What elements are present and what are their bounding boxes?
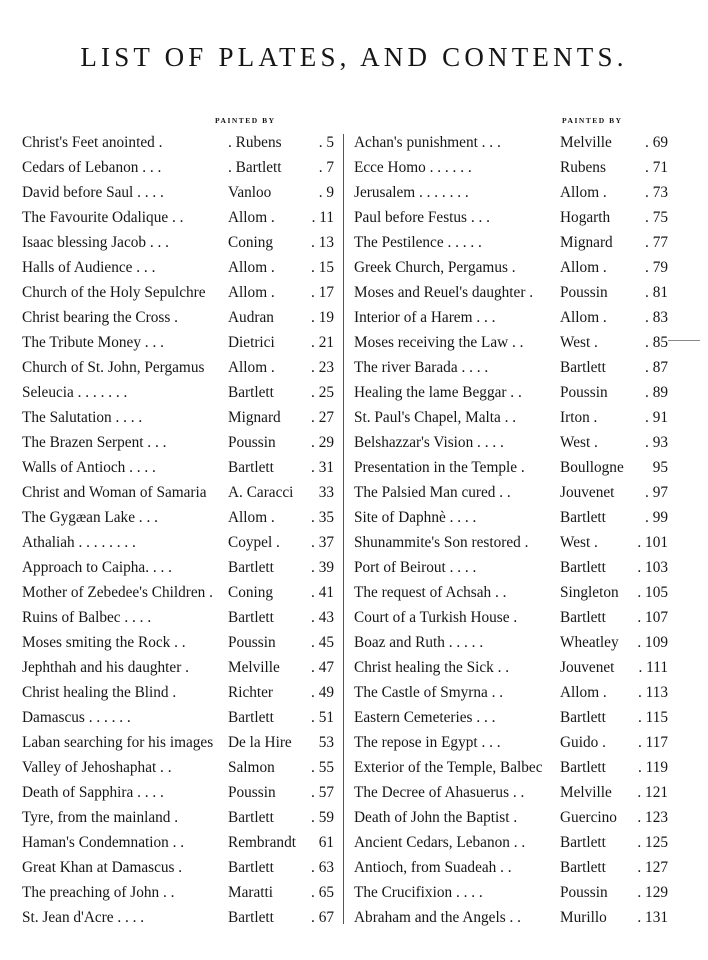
plate-artist: Allom . [228, 259, 275, 277]
plate-page-number: . 5 [318, 134, 334, 151]
plate-artist: Bartlett [560, 709, 606, 727]
plate-title: Church of the Holy Sepulchre [22, 284, 206, 302]
plate-page-number: . 83 [645, 309, 668, 327]
plate-title: Boaz and Ruth . . . . . [354, 634, 484, 652]
plate-entry [22, 855, 334, 880]
plate-entry [22, 880, 334, 905]
plate-page-number: . 29 [311, 434, 334, 452]
plate-entry [354, 730, 668, 755]
plate-page-number: . 49 [311, 684, 334, 702]
plate-entry [22, 630, 334, 655]
plate-artist: Bartlett [228, 709, 274, 727]
plate-entry [354, 280, 668, 305]
plate-page-number: 33 [318, 484, 334, 502]
plate-title: Great Khan at Damascus . [22, 859, 183, 877]
plate-artist: Hogarth [560, 209, 611, 227]
plate-entry [22, 405, 334, 430]
plate-page-number: . 65 [311, 884, 334, 902]
plate-artist: Poussin [560, 384, 608, 402]
plate-page-number: . 99 [645, 509, 668, 527]
plate-entry [354, 605, 668, 630]
plate-artist: Rembrandt [228, 834, 296, 852]
plate-page-number: . 75 [645, 209, 668, 227]
plate-entry [354, 380, 668, 405]
plate-artist: Bartlett [228, 809, 274, 827]
plate-page-number: . 93 [645, 434, 668, 452]
plate-title: Isaac blessing Jacob . . . [22, 234, 169, 252]
plate-artist: Allom . [228, 284, 275, 302]
plate-entry [22, 780, 334, 805]
plate-page-number: . 73 [645, 184, 668, 202]
plate-page-number: . 21 [311, 334, 334, 352]
plate-title: Death of John the Baptist . [354, 809, 518, 827]
plate-title: Interior of a Harem . . . [354, 309, 496, 327]
plate-artist: West . [560, 434, 598, 452]
plate-entry [22, 480, 334, 505]
plate-title: The request of Achsah . . [354, 584, 507, 602]
plate-entry [22, 130, 334, 155]
plate-title: The Castle of Smyrna . . [354, 684, 504, 702]
plate-title: Seleucia . . . . . . . [22, 384, 128, 402]
plate-artist: Bartlett [560, 509, 606, 527]
plate-artist: Mignard [560, 234, 613, 252]
page-title: LIST OF PLATES, AND CONTENTS. [80, 42, 628, 72]
plate-artist: Poussin [228, 634, 276, 652]
plate-page-number: . 15 [311, 259, 334, 277]
plate-entry [354, 580, 668, 605]
plate-entry [22, 580, 334, 605]
plate-title: Tyre, from the mainland . [22, 809, 179, 827]
plate-page-number: . 127 [637, 859, 668, 877]
plate-page-number: . 13 [311, 234, 334, 252]
plate-entry [22, 380, 334, 405]
plate-page-number: . 25 [311, 384, 334, 402]
plate-artist: Poussin [560, 284, 608, 302]
margin-mark [668, 340, 700, 341]
plate-page-number: . 123 [637, 809, 668, 827]
plate-entry [22, 155, 334, 180]
plate-entry [354, 705, 668, 730]
plate-entry [354, 455, 668, 480]
plate-title: Moses and Reuel's daughter . [354, 284, 534, 302]
plate-entry [22, 730, 334, 755]
plate-title: Healing the lame Beggar . . [354, 384, 522, 402]
plate-artist: Allom . [560, 309, 607, 327]
plate-page-number: . 39 [311, 559, 334, 577]
plate-entry [22, 330, 334, 355]
plate-entry [354, 755, 668, 780]
plate-entry [22, 355, 334, 380]
plate-entry [22, 455, 334, 480]
plate-title: Damascus . . . . . . [22, 709, 131, 727]
plate-artist: Guido . [560, 734, 606, 752]
plate-artist: Boullogne [560, 459, 624, 477]
plate-artist: Allom . [228, 509, 275, 527]
plate-entry [354, 405, 668, 430]
plate-page-number: . 35 [311, 509, 334, 527]
plate-title: Jerusalem . . . . . . . [354, 184, 469, 202]
plate-artist: Allom . [560, 684, 607, 702]
plate-page-number: . 125 [637, 834, 668, 852]
plate-page-number: . 109 [637, 634, 668, 652]
plate-page-number: . 97 [645, 484, 668, 502]
plate-entry [354, 130, 668, 155]
plate-entry [354, 630, 668, 655]
plate-page-number: . 27 [311, 409, 334, 427]
plate-title: Port of Beirout . . . . [354, 559, 477, 577]
plate-entry [354, 655, 668, 680]
plate-title: Paul before Festus . . . [354, 209, 490, 227]
plate-artist: Melville [228, 659, 280, 677]
plate-title: Athaliah . . . . . . . . [22, 534, 136, 552]
plate-entry [354, 255, 668, 280]
plate-entry [22, 655, 334, 680]
plate-entry [22, 830, 334, 855]
plate-entry [354, 305, 668, 330]
plate-artist: Bartlett [228, 859, 274, 877]
plate-entry [22, 755, 334, 780]
plate-entry [354, 530, 668, 555]
plate-page-number: . 51 [311, 709, 334, 727]
plate-page-number: . 117 [637, 734, 668, 752]
plate-page-number: . 11 [311, 209, 334, 227]
column-divider [343, 134, 344, 924]
plate-artist: West . [560, 334, 598, 352]
plate-page-number: . 43 [311, 609, 334, 627]
plate-page-number: . 19 [311, 309, 334, 327]
plate-page-number: . 23 [311, 359, 334, 377]
plate-artist: A. Caracci [228, 484, 294, 502]
plate-title: The repose in Egypt . . . [354, 734, 501, 752]
plate-page-number: . 63 [311, 859, 334, 877]
plate-page-number: . 31 [311, 459, 334, 477]
plate-artist: Richter [228, 684, 274, 702]
plate-entry [22, 430, 334, 455]
plate-page-number: . 71 [645, 159, 668, 177]
plate-page-number: . 59 [311, 809, 334, 827]
plate-title: Shunammite's Son restored . [354, 534, 529, 552]
plate-title: Presentation in the Temple . [354, 459, 525, 477]
plate-title: Haman's Condemnation . . [22, 834, 185, 852]
plate-entry [354, 230, 668, 255]
plate-page-number: . 119 [637, 759, 668, 777]
plate-artist: Poussin [228, 784, 276, 802]
plate-entry [354, 505, 668, 530]
plate-title: Mother of Zebedee's Children . [22, 584, 213, 602]
plate-title: Eastern Cemeteries . . . [354, 709, 496, 727]
plate-title: Ancient Cedars, Lebanon . . [354, 834, 526, 852]
plate-artist: Bartlett [228, 459, 274, 477]
plate-entry [22, 255, 334, 280]
plate-title: The Decree of Ahasuerus . . [354, 784, 525, 802]
plate-artist: . Bartlett [228, 159, 282, 177]
plate-artist: Poussin [560, 884, 608, 902]
plate-artist: Bartlett [228, 559, 274, 577]
plate-entry [354, 880, 668, 905]
plate-title: Exterior of the Temple, Balbec [354, 759, 543, 777]
plate-entry [22, 605, 334, 630]
plate-title: David before Saul . . . . [22, 184, 164, 202]
plate-page-number: . 17 [311, 284, 334, 302]
plate-artist: Allom . [228, 359, 275, 377]
plate-artist: Mignard [228, 409, 281, 427]
plate-artist: Poussin [228, 434, 276, 452]
plate-title: Death of Sapphira . . . . [22, 784, 164, 802]
plate-title: Church of St. John, Pergamus [22, 359, 205, 377]
plate-entry [22, 230, 334, 255]
plate-title: Ecce Homo . . . . . . [354, 159, 472, 177]
plate-page-number: . 7 [318, 159, 334, 177]
plate-title: Achan's punishment . . . [354, 134, 501, 151]
plate-page-number: . 107 [637, 609, 668, 627]
plate-page-number: . 87 [645, 359, 668, 377]
plate-title: The Tribute Money . . . [22, 334, 164, 352]
plate-artist: Melville [560, 784, 612, 802]
plate-entry [354, 555, 668, 580]
plate-title: St. Jean d'Acre . . . . [22, 909, 145, 927]
plate-page-number: . 37 [311, 534, 334, 552]
plate-page-number: . 115 [637, 709, 668, 727]
plate-page-number: . 129 [637, 884, 668, 902]
plate-page-number: . 113 [637, 684, 668, 702]
plate-artist: Coning [228, 584, 274, 602]
plate-entry [354, 680, 668, 705]
plate-title: The Pestilence . . . . . [354, 234, 482, 252]
plate-title: The preaching of John . . [22, 884, 175, 902]
plate-artist: Bartlett [228, 909, 274, 927]
plate-page-number: . 79 [645, 259, 668, 277]
plate-title: The Gygæan Lake . . . [22, 509, 158, 527]
plate-entry [354, 355, 668, 380]
plate-artist: Dietrici [228, 334, 275, 352]
plate-artist: Jouvenet [560, 659, 615, 677]
plate-title: The river Barada . . . . [354, 359, 489, 377]
plate-page-number: . 121 [637, 784, 668, 802]
plate-page-number: . 131 [637, 909, 668, 927]
plate-artist: Singleton [560, 584, 619, 602]
plate-title: Moses receiving the Law . . [354, 334, 524, 352]
plate-title: Cedars of Lebanon . . . [22, 159, 162, 177]
plate-artist: De la Hire [228, 734, 292, 752]
plate-title: Christ and Woman of Samaria [22, 484, 207, 502]
contents-column-right [354, 130, 668, 931]
plate-artist: Salmon [228, 759, 275, 777]
plate-entry [354, 855, 668, 880]
plate-title: Christ healing the Blind . [22, 684, 177, 702]
plate-artist: Bartlett [560, 559, 606, 577]
plate-title: The Salutation . . . . [22, 409, 143, 427]
plate-title: The Favourite Odalique . . [22, 209, 184, 227]
plate-page-number: . 67 [311, 909, 334, 927]
plate-page-number: . 55 [311, 759, 334, 777]
plate-page-number: 61 [318, 834, 334, 852]
plate-title: Halls of Audience . . . [22, 259, 156, 277]
plate-page-number: . 9 [318, 184, 334, 202]
plate-artist: Allom . [228, 209, 275, 227]
plate-entry [22, 305, 334, 330]
plate-title: The Brazen Serpent . . . [22, 434, 167, 452]
plate-artist: Coypel . [228, 534, 280, 552]
plate-page-number: . 105 [637, 584, 668, 602]
plate-title: Ruins of Balbec . . . . [22, 609, 152, 627]
painted-by-label-right: PAINTED BY [562, 116, 623, 125]
plate-artist: Guercino [560, 809, 617, 827]
plate-artist: Vanloo [228, 184, 272, 202]
painted-by-label-left: PAINTED BY [215, 116, 276, 125]
plate-page-number: . 69 [645, 134, 668, 151]
plate-page-number: . 41 [311, 584, 334, 602]
plate-entry [354, 805, 668, 830]
plate-title: Christ bearing the Cross . [22, 309, 178, 327]
plate-artist: Wheatley [560, 634, 619, 652]
plate-page-number: 53 [318, 734, 334, 752]
plate-entry [354, 905, 668, 930]
plate-title: The Crucifixion . . . . [354, 884, 483, 902]
plate-page-number: . 111 [638, 659, 668, 677]
plate-entry [354, 155, 668, 180]
plate-artist: Bartlett [560, 759, 606, 777]
plate-artist: Maratti [228, 884, 274, 902]
plate-artist: Allom . [560, 184, 607, 202]
plate-artist: Bartlett [560, 359, 606, 377]
plate-artist: Bartlett [228, 609, 274, 627]
plate-title: Court of a Turkish House . [354, 609, 518, 627]
plate-title: Christ healing the Sick . . [354, 659, 510, 677]
plate-artist: Coning [228, 234, 274, 252]
plate-entry [22, 205, 334, 230]
plate-page-number: . 57 [311, 784, 334, 802]
plate-artist: Bartlett [560, 609, 606, 627]
plate-entry [22, 180, 334, 205]
plate-entry [22, 905, 334, 930]
plate-entry [22, 705, 334, 730]
plate-artist: Irton . [560, 409, 598, 427]
plate-page-number: . 81 [645, 284, 668, 302]
plate-page-number: . 91 [645, 409, 668, 427]
plate-title: Walls of Antioch . . . . [22, 459, 156, 477]
plate-artist: Bartlett [228, 384, 274, 402]
plate-title: Jephthah and his daughter . [22, 659, 189, 677]
plate-artist: Murillo [560, 909, 607, 927]
plate-title: Approach to Caipha. . . . [22, 559, 172, 577]
plate-artist: Audran [228, 309, 274, 327]
plate-entry [354, 330, 668, 355]
plate-entry [22, 505, 334, 530]
plate-page-number: . 103 [637, 559, 668, 577]
contents-column-left [22, 130, 334, 931]
plate-page-number: . 47 [311, 659, 334, 677]
plate-title: Christ's Feet anointed . [22, 134, 163, 151]
plate-entry [354, 830, 668, 855]
plate-title: Greek Church, Pergamus . [354, 259, 516, 277]
plate-page-number: 95 [652, 459, 668, 477]
plate-page-number: . 45 [311, 634, 334, 652]
plate-entry [22, 280, 334, 305]
plate-title: Belshazzar's Vision . . . . [354, 434, 504, 452]
plate-artist: West . [560, 534, 598, 552]
plate-entry [22, 805, 334, 830]
plate-artist: Bartlett [560, 859, 606, 877]
plate-title: The Palsied Man cured . . [354, 484, 511, 502]
plate-page-number: . 101 [637, 534, 668, 552]
plate-title: Abraham and the Angels . . [354, 909, 521, 927]
plate-artist: Allom . [560, 259, 607, 277]
plate-artist: Bartlett [560, 834, 606, 852]
plate-entry [354, 205, 668, 230]
plate-artist: Jouvenet [560, 484, 615, 502]
plate-page-number: . 77 [645, 234, 668, 252]
plate-entry [354, 430, 668, 455]
plate-entry [22, 555, 334, 580]
plate-entry [22, 680, 334, 705]
plate-entry [354, 180, 668, 205]
plate-entry [22, 530, 334, 555]
plate-page-number: . 89 [645, 384, 668, 402]
plate-title: St. Paul's Chapel, Malta . . [354, 409, 517, 427]
plate-title: Moses smiting the Rock . . [22, 634, 186, 652]
plate-artist: . Rubens [228, 134, 282, 151]
plate-entry [354, 780, 668, 805]
plate-artist: Melville [560, 134, 612, 151]
plate-entry [354, 480, 668, 505]
plate-title: Laban searching for his images [22, 734, 214, 752]
plate-title: Valley of Jehoshaphat . . [22, 759, 172, 777]
plate-title: Site of Daphnè . . . . [354, 509, 477, 527]
plate-title: Antioch, from Suadeah . . [354, 859, 512, 877]
plate-artist: Rubens [560, 159, 606, 177]
plate-page-number: . 85 [645, 334, 668, 352]
